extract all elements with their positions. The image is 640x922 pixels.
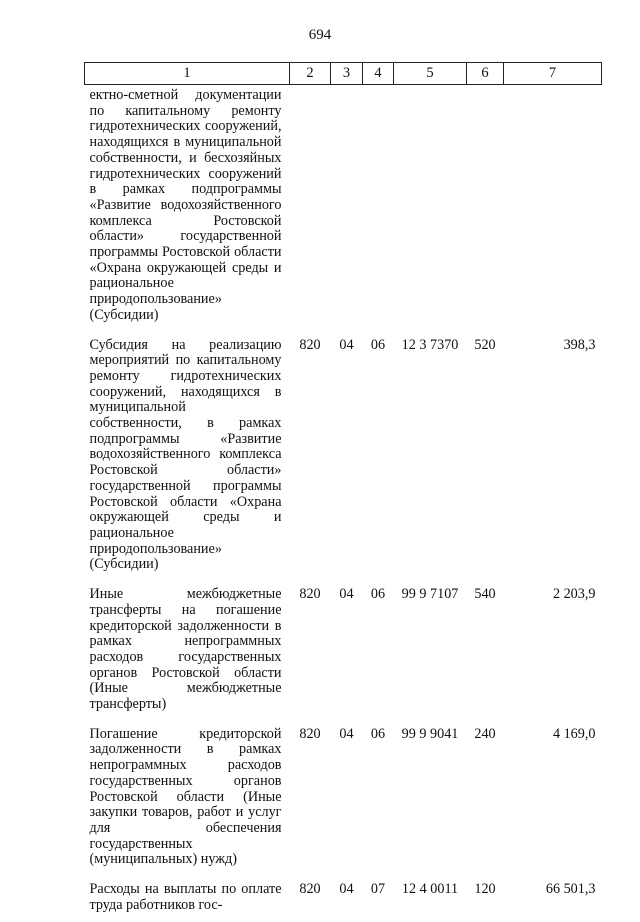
header-col-5: 5 bbox=[394, 63, 467, 85]
table-header bbox=[85, 63, 602, 85]
row-expense-type: 240 bbox=[467, 722, 504, 877]
row-expense-type bbox=[467, 85, 504, 333]
row-section: 04 bbox=[331, 582, 363, 722]
row-name: Расходы на выплаты по оплате труда работников гос- bbox=[85, 877, 290, 922]
table-row bbox=[85, 722, 602, 877]
row-ministry-code: 820 bbox=[290, 722, 331, 877]
row-target-article: 99 9 9041 bbox=[394, 722, 467, 877]
row-name: Субсидия на реализацию мероприятий по капитальному ремонту гидротехнических сооружений, находящихся в муниципальной собственности, в рамках подпрограммы «Развитие водохозяйственного комплекса Ростовской области» государственной программы Ростовской области «Охрана окружающей среды и рациональное природопользование» (Субсидии) bbox=[85, 333, 290, 583]
row-subsection: 06 bbox=[363, 582, 394, 722]
row-amount: 2 203,9 bbox=[504, 582, 602, 722]
row-subsection: 07 bbox=[363, 877, 394, 922]
row-section: 04 bbox=[331, 877, 363, 922]
row-amount: 66 501,3 bbox=[504, 877, 602, 922]
row-amount: 4 169,0 bbox=[504, 722, 602, 877]
row-ministry-code: 820 bbox=[290, 582, 331, 722]
budget-table bbox=[84, 62, 602, 922]
table-row bbox=[85, 582, 602, 722]
header-col-1: 1 bbox=[85, 63, 290, 85]
table-row bbox=[85, 877, 602, 922]
table-body bbox=[85, 85, 602, 922]
row-target-article: 12 4 0011 bbox=[394, 877, 467, 922]
row-section bbox=[331, 85, 363, 333]
row-name: ектно-сметной документации по капитальному ремонту гидротехнических сооружений, находящихся в муниципальной собственности, и бесхозяйных гидротехнических сооружений в рамках подпрограммы «Развитие водохозяйственного комплекса Ростовской области» государственной программы Ростовской области «Охрана окружающей среды и рациональное природопользование» (Субсидии) bbox=[85, 85, 290, 333]
header-col-6: 6 bbox=[467, 63, 504, 85]
row-target-article bbox=[394, 85, 467, 333]
row-amount bbox=[504, 85, 602, 333]
row-subsection bbox=[363, 85, 394, 333]
header-col-3: 3 bbox=[331, 63, 363, 85]
row-ministry-code: 820 bbox=[290, 877, 331, 922]
table-row bbox=[85, 333, 602, 583]
header-col-7: 7 bbox=[504, 63, 602, 85]
row-expense-type: 520 bbox=[467, 333, 504, 583]
row-ministry-code: 820 bbox=[290, 333, 331, 583]
row-name: Иные межбюджетные трансферты на погашение кредиторской задолженности в рамках непрограммных расходов государственных органов Ростовской области (Иные межбюджетные трансферты) bbox=[85, 582, 290, 722]
row-amount: 398,3 bbox=[504, 333, 602, 583]
table-row bbox=[85, 85, 602, 333]
row-section: 04 bbox=[331, 722, 363, 877]
row-target-article: 12 3 7370 bbox=[394, 333, 467, 583]
row-expense-type: 120 bbox=[467, 877, 504, 922]
row-subsection: 06 bbox=[363, 333, 394, 583]
page-number: 694 bbox=[0, 27, 640, 44]
header-col-2: 2 bbox=[290, 63, 331, 85]
row-target-article: 99 9 7107 bbox=[394, 582, 467, 722]
row-section: 04 bbox=[331, 333, 363, 583]
row-expense-type: 540 bbox=[467, 582, 504, 722]
row-ministry-code bbox=[290, 85, 331, 333]
row-subsection: 06 bbox=[363, 722, 394, 877]
header-col-4: 4 bbox=[363, 63, 394, 85]
header-row bbox=[85, 63, 602, 85]
row-name: Погашение кредиторской задолженности в рамках непрограммных расходов государственных органов Ростовской области (Иные закупки товаров, работ и услуг для обеспечения государственных (муниципальных) нужд) bbox=[85, 722, 290, 877]
